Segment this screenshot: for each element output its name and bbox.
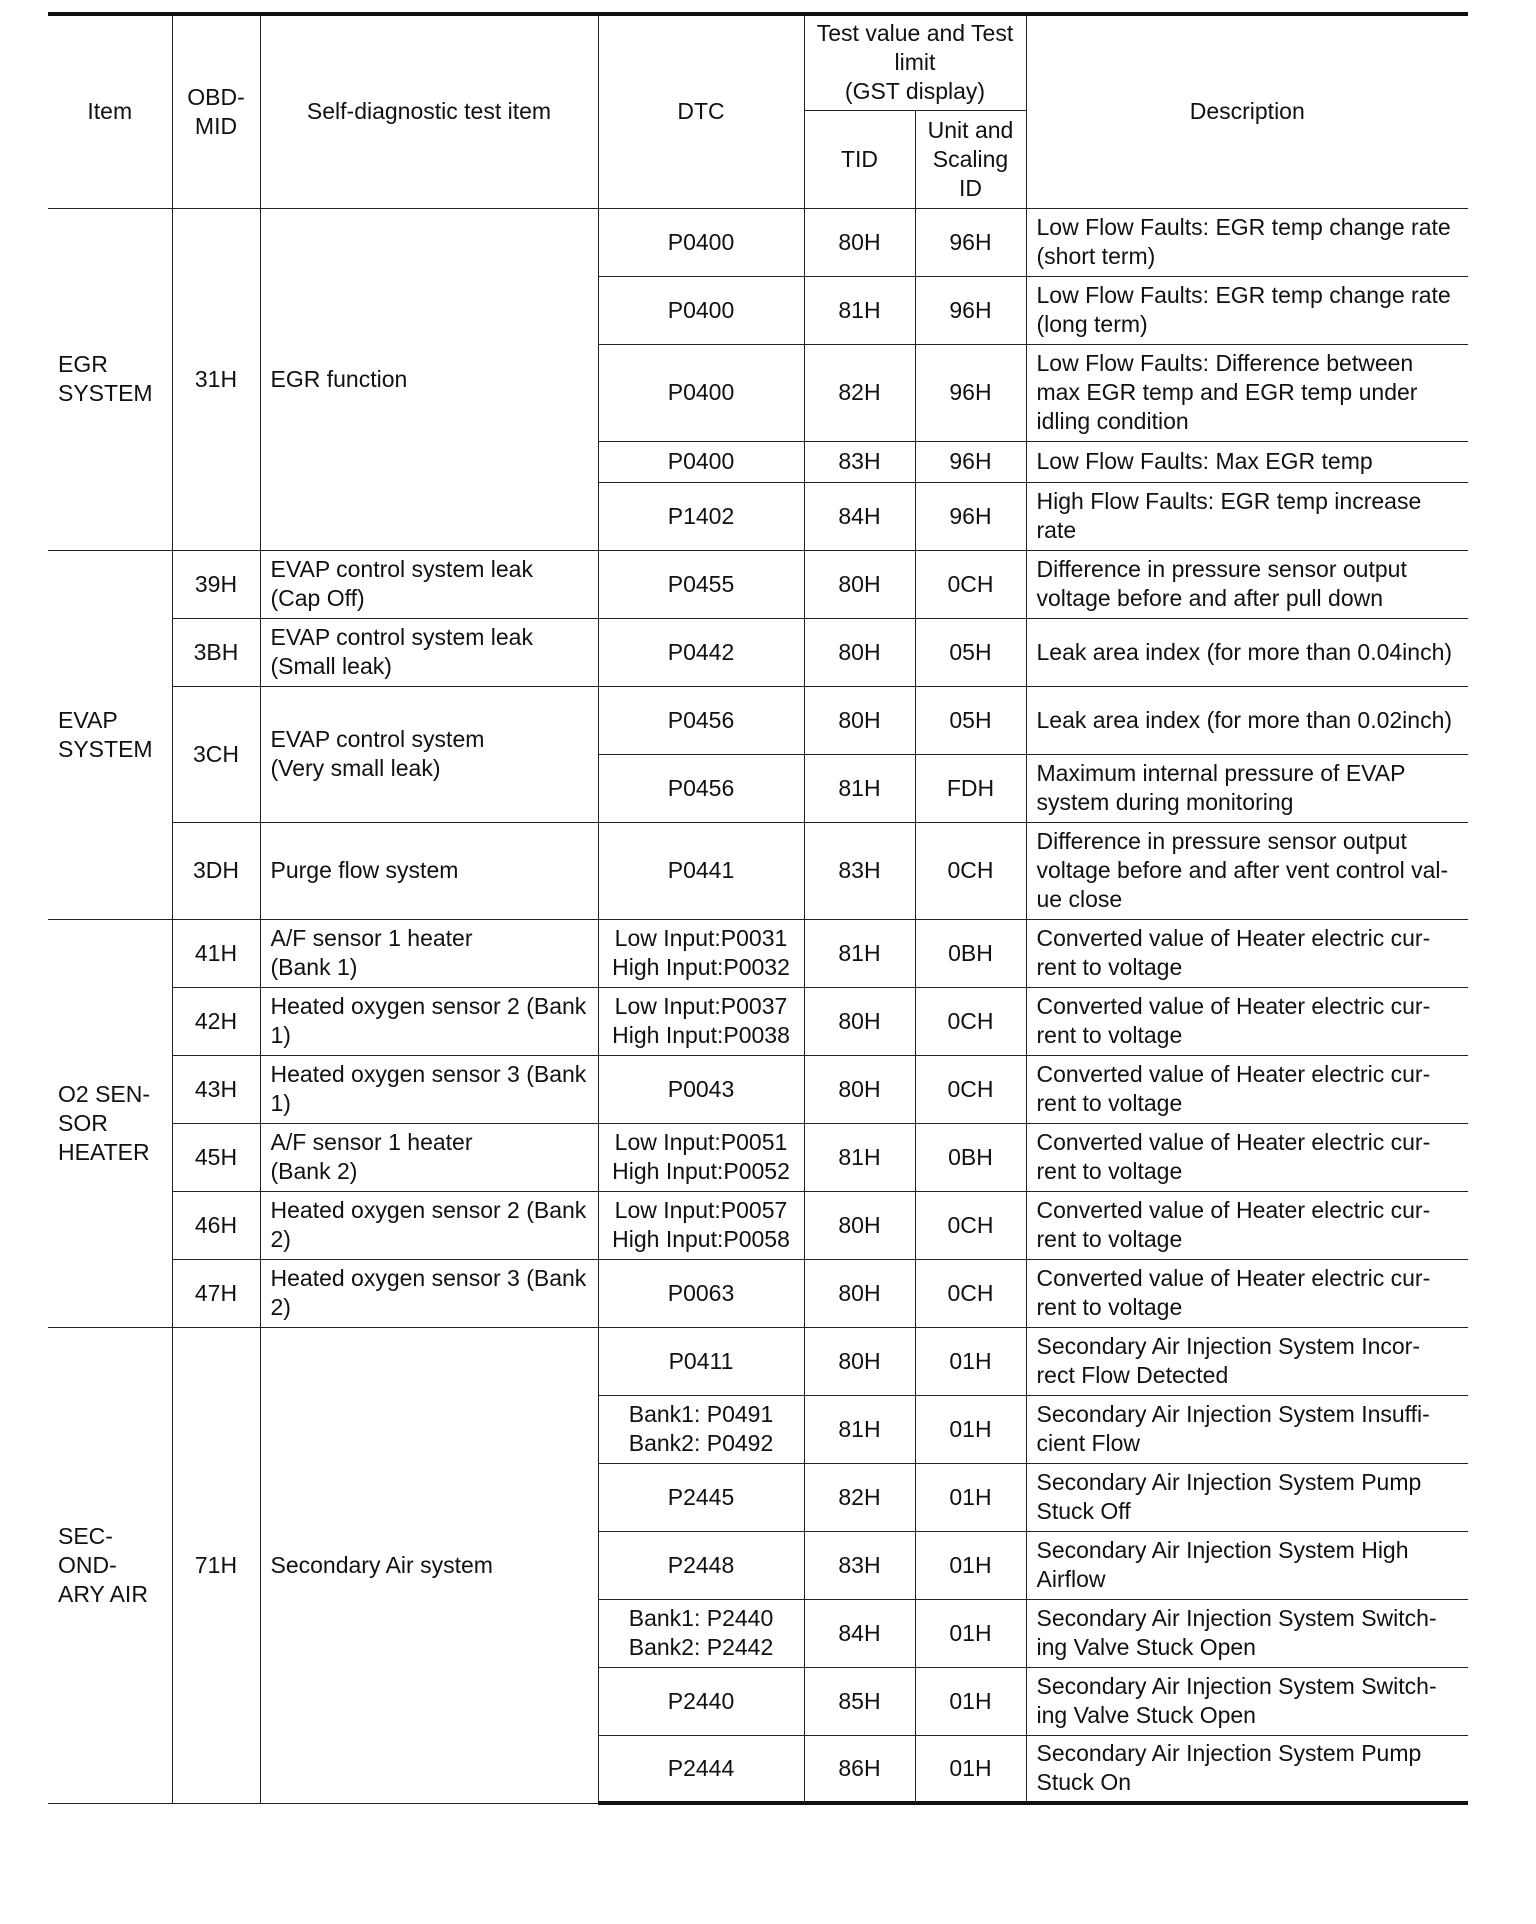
table-row: [48, 1327, 1468, 1395]
tid-cell: 84H: [804, 482, 915, 550]
unit-scaling-cell: 96H: [915, 482, 1026, 550]
dtc-cell: P0063: [598, 1259, 804, 1327]
description-cell: Secondary Air Injection System Pump Stuck On: [1026, 1735, 1468, 1803]
test-item-cell: Secondary Air system: [260, 1327, 598, 1803]
description-cell: Secondary Air Injection System Switch-ing Valve Stuck Open: [1026, 1667, 1468, 1735]
table-row: [48, 550, 1468, 618]
tid-cell: 83H: [804, 441, 915, 482]
dtc-cell: P0455: [598, 550, 804, 618]
test-item-cell: Heated oxygen sensor 2 (Bank 2): [260, 1191, 598, 1259]
description-cell: Converted value of Heater electric cur-rent to voltage: [1026, 987, 1468, 1055]
dtc-cell: P0411: [598, 1327, 804, 1395]
dtc-cell: P1402: [598, 482, 804, 550]
description-cell: High Flow Faults: EGR temp increase rate: [1026, 482, 1468, 550]
tid-cell: 80H: [804, 686, 915, 754]
tid-cell: 80H: [804, 550, 915, 618]
tid-cell: 80H: [804, 208, 915, 276]
tid-cell: 85H: [804, 1667, 915, 1735]
unit-scaling-cell: 0CH: [915, 822, 1026, 919]
table-row: [48, 1123, 1468, 1191]
obd-mid-cell: 42H: [172, 987, 260, 1055]
dtc-cell: P2445: [598, 1463, 804, 1531]
obd-mid-cell: 39H: [172, 550, 260, 618]
description-cell: Converted value of Heater electric cur-rent to voltage: [1026, 1055, 1468, 1123]
description-cell: Converted value of Heater electric cur-rent to voltage: [1026, 1191, 1468, 1259]
description-cell: Leak area index (for more than 0.04inch): [1026, 618, 1468, 686]
table-row: [48, 987, 1468, 1055]
unit-scaling-cell: 01H: [915, 1735, 1026, 1803]
tid-cell: 84H: [804, 1599, 915, 1667]
dtc-cell: P0043: [598, 1055, 804, 1123]
description-cell: Low Flow Faults: Max EGR temp: [1026, 441, 1468, 482]
dtc-cell: P0400: [598, 441, 804, 482]
tid-cell: 83H: [804, 1531, 915, 1599]
tid-cell: 82H: [804, 1463, 915, 1531]
obd-mid-cell: 43H: [172, 1055, 260, 1123]
unit-scaling-cell: 01H: [915, 1463, 1026, 1531]
tid-cell: 81H: [804, 276, 915, 344]
col-header-tid: TID: [804, 110, 915, 208]
unit-scaling-cell: 96H: [915, 441, 1026, 482]
description-cell: Secondary Air Injection System High Airflow: [1026, 1531, 1468, 1599]
dtc-cell: P2440: [598, 1667, 804, 1735]
unit-scaling-cell: 96H: [915, 344, 1026, 441]
obd-mid-cell: 71H: [172, 1327, 260, 1803]
dtc-cell: P0400: [598, 344, 804, 441]
unit-scaling-cell: 0BH: [915, 1123, 1026, 1191]
description-cell: Difference in pressure sensor output voltage before and after pull down: [1026, 550, 1468, 618]
unit-scaling-cell: 0CH: [915, 550, 1026, 618]
obd-mid-cell: 47H: [172, 1259, 260, 1327]
unit-scaling-cell: FDH: [915, 754, 1026, 822]
table-row: [48, 1191, 1468, 1259]
tid-cell: 80H: [804, 618, 915, 686]
col-header-unit-scaling-id: Unit and Scaling ID: [915, 110, 1026, 208]
description-cell: Secondary Air Injection System Switch-ing Valve Stuck Open: [1026, 1599, 1468, 1667]
obd-mid-cell: 46H: [172, 1191, 260, 1259]
description-cell: Leak area index (for more than 0.02inch): [1026, 686, 1468, 754]
test-item-cell: Heated oxygen sensor 3 (Bank 1): [260, 1055, 598, 1123]
test-item-cell: A/F sensor 1 heater (Bank 1): [260, 919, 598, 987]
unit-scaling-cell: 0CH: [915, 1191, 1026, 1259]
obd-mid-cell: 45H: [172, 1123, 260, 1191]
obd-mid-cell: 31H: [172, 208, 260, 550]
group-item-evap-system: EVAP SYSTEM: [48, 550, 172, 919]
unit-scaling-cell: 0CH: [915, 1259, 1026, 1327]
obd-mid-cell: 41H: [172, 919, 260, 987]
unit-scaling-cell: 01H: [915, 1531, 1026, 1599]
unit-scaling-cell: 01H: [915, 1599, 1026, 1667]
dtc-cell: Low Input:P0057 High Input:P0058: [598, 1191, 804, 1259]
unit-scaling-cell: 0CH: [915, 1055, 1026, 1123]
description-cell: Converted value of Heater electric cur-rent to voltage: [1026, 1123, 1468, 1191]
col-header-obd-mid: OBD- MID: [172, 14, 260, 208]
tid-cell: 83H: [804, 822, 915, 919]
unit-scaling-cell: 05H: [915, 686, 1026, 754]
dtc-cell: P0400: [598, 208, 804, 276]
tid-cell: 80H: [804, 1191, 915, 1259]
description-cell: Low Flow Faults: EGR temp change rate (short term): [1026, 208, 1468, 276]
col-header-self-diagnostic-test-item: Self-diagnostic test item: [260, 14, 598, 208]
description-cell: Low Flow Faults: EGR temp change rate (long term): [1026, 276, 1468, 344]
dtc-cell: P0442: [598, 618, 804, 686]
unit-scaling-cell: 0BH: [915, 919, 1026, 987]
unit-scaling-cell: 96H: [915, 276, 1026, 344]
dtc-cell: P0400: [598, 276, 804, 344]
col-header-test-value: Test value and Test limit (GST display): [804, 14, 1026, 110]
dtc-cell: Low Input:P0051 High Input:P0052: [598, 1123, 804, 1191]
description-cell: Low Flow Faults: Difference between max EGR temp and EGR temp under idling condition: [1026, 344, 1468, 441]
group-item-o2-sensor-heater: O2 SEN- SOR HEATER: [48, 919, 172, 1327]
obd-mid-cell: 3DH: [172, 822, 260, 919]
tid-cell: 80H: [804, 1055, 915, 1123]
unit-scaling-cell: 01H: [915, 1667, 1026, 1735]
tid-cell: 80H: [804, 1327, 915, 1395]
obd-mid-cell: 3CH: [172, 686, 260, 822]
tid-cell: 82H: [804, 344, 915, 441]
description-cell: Secondary Air Injection System Incor-rect Flow Detected: [1026, 1327, 1468, 1395]
dtc-cell: P0456: [598, 686, 804, 754]
test-item-cell: EGR function: [260, 208, 598, 550]
table-row: [48, 822, 1468, 919]
test-item-cell: EVAP control system leak (Small leak): [260, 618, 598, 686]
dtc-cell: Bank1: P2440 Bank2: P2442: [598, 1599, 804, 1667]
description-cell: Secondary Air Injection System Pump Stuck Off: [1026, 1463, 1468, 1531]
col-header-description: Description: [1026, 14, 1468, 208]
tid-cell: 80H: [804, 1259, 915, 1327]
test-item-cell: EVAP control system (Very small leak): [260, 686, 598, 822]
tid-cell: 81H: [804, 754, 915, 822]
table-row: [48, 1259, 1468, 1327]
col-header-dtc: DTC: [598, 14, 804, 208]
obd-mid-cell: 3BH: [172, 618, 260, 686]
description-cell: Maximum internal pressure of EVAP system during monitoring: [1026, 754, 1468, 822]
test-item-cell: EVAP control system leak (Cap Off): [260, 550, 598, 618]
unit-scaling-cell: 0CH: [915, 987, 1026, 1055]
dtc-cell: P2448: [598, 1531, 804, 1599]
dtc-cell: P2444: [598, 1735, 804, 1803]
test-item-cell: A/F sensor 1 heater (Bank 2): [260, 1123, 598, 1191]
tid-cell: 80H: [804, 987, 915, 1055]
unit-scaling-cell: 01H: [915, 1327, 1026, 1395]
unit-scaling-cell: 96H: [915, 208, 1026, 276]
dtc-cell: P0441: [598, 822, 804, 919]
test-item-cell: Heated oxygen sensor 3 (Bank 2): [260, 1259, 598, 1327]
test-item-cell: Purge flow system: [260, 822, 598, 919]
unit-scaling-cell: 05H: [915, 618, 1026, 686]
description-cell: Converted value of Heater electric cur-rent to voltage: [1026, 1259, 1468, 1327]
dtc-cell: P0456: [598, 754, 804, 822]
table-row: [48, 686, 1468, 754]
dtc-cell: Low Input:P0037 High Input:P0038: [598, 987, 804, 1055]
obd-mid-table: [48, 12, 1468, 1805]
header-row: [48, 14, 1468, 110]
tid-cell: 86H: [804, 1735, 915, 1803]
col-header-item: Item: [48, 14, 172, 208]
description-cell: Difference in pressure sensor output voltage before and after vent control val-ue close: [1026, 822, 1468, 919]
group-item-egr-system: EGR SYSTEM: [48, 208, 172, 550]
unit-scaling-cell: 01H: [915, 1395, 1026, 1463]
tid-cell: 81H: [804, 1123, 915, 1191]
description-cell: Converted value of Heater electric cur-rent to voltage: [1026, 919, 1468, 987]
tid-cell: 81H: [804, 919, 915, 987]
table-row: [48, 208, 1468, 276]
description-cell: Secondary Air Injection System Insuffi-cient Flow: [1026, 1395, 1468, 1463]
table-row: [48, 618, 1468, 686]
test-item-cell: Heated oxygen sensor 2 (Bank 1): [260, 987, 598, 1055]
dtc-cell: Bank1: P0491 Bank2: P0492: [598, 1395, 804, 1463]
tid-cell: 81H: [804, 1395, 915, 1463]
group-item-secondary-air: SEC- OND- ARY AIR: [48, 1327, 172, 1803]
dtc-cell: Low Input:P0031 High Input:P0032: [598, 919, 804, 987]
table-row: [48, 1055, 1468, 1123]
table-row: [48, 919, 1468, 987]
